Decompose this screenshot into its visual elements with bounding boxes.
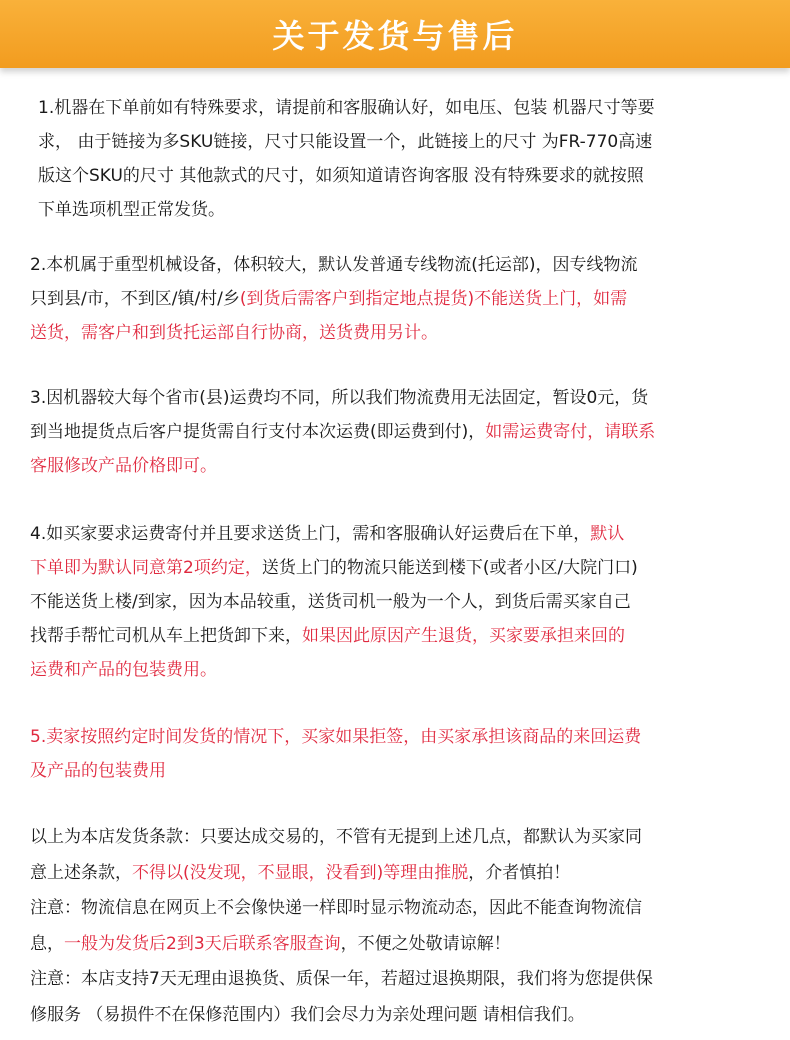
text-line: 以上为本店发货条款：只要达成交易的，不管有无提到上述几点，都默认为买家同 — [30, 827, 642, 847]
shipping-terms-notes — [30, 820, 766, 1034]
paragraph-4 — [30, 517, 766, 687]
highlight-text: 运费和产品的包装费用。 — [30, 660, 217, 680]
text-line: 1.机器在下单前如有特殊要求，请提前和客服确认好，如电压、包装 机器尺寸等要 — [38, 98, 655, 118]
highlight-text: 默认 — [590, 524, 625, 544]
text-line — [30, 282, 766, 316]
text-span: 送货上门的物流只能送到楼下(或者小区/大院门口) — [261, 558, 638, 578]
text-line — [30, 415, 766, 449]
text-line: 注意：物流信息在网页上不会像快递一样即时显示物流动态，因此不能查询物流信 — [30, 898, 642, 919]
paragraph-2 — [30, 248, 766, 350]
highlight-text: (到货后需客户到指定地点提货)不能送货上门，如需 — [239, 289, 628, 309]
text-span: 意上述条款， — [30, 862, 132, 883]
text-line: 求， 由于链接为多SKU链接，尺寸只能设置一个，此链接上的尺寸 为FR-770高速 — [38, 132, 653, 152]
text-line — [30, 551, 766, 585]
text-span: 找帮手帮忙司机从车上把货卸下来， — [30, 626, 302, 646]
highlight-text: 客服修改产品价格即可。 — [30, 456, 217, 476]
text-line: 注意：本店支持7天无理由退换货、质保一年，若超过退换期限，我们将为您提供保 — [30, 969, 653, 990]
highlight-text: 不得以(没发现，不显眼，没看到)等理由推脱 — [132, 862, 469, 883]
text-line: 修服务 （易损件不在保修范围内）我们会尽力为亲处理问题 请相信我们。 — [30, 1004, 585, 1025]
text-line — [30, 856, 766, 892]
highlight-text: 送货，需客户和到货托运部自行协商，送货费用另计。 — [30, 323, 438, 343]
text-span: ，介者慎拍！ — [468, 862, 571, 883]
text-line: 3.因机器较大每个省市(县)运费均不同，所以我们物流费用无法固定，暂设0元，货 — [30, 388, 649, 408]
text-span: 只到县/市，不到区/镇/村/乡 — [30, 289, 240, 309]
highlight-text: 5.卖家按照约定时间发货的情况下，买家如果拒签，由买家承担该商品的来回运费 — [30, 727, 642, 747]
highlight-text: 如需运费寄付，请联系 — [485, 422, 656, 442]
highlight-text: 一般为发货后2到3天后联系客服查询 — [64, 933, 341, 954]
text-line: 版这个SKU的尺寸 其他款式的尺寸，如须知道请咨询客服 没有特殊要求的就按照 — [38, 166, 644, 186]
text-line: 下单选项机型正常发货。 — [38, 200, 225, 220]
paragraph-3 — [30, 381, 766, 483]
text-line: 2.本机属于重型机械设备，体积较大，默认发普通专线物流(托运部)，因专线物流 — [30, 255, 638, 275]
highlight-text: 下单即为默认同意第2项约定， — [30, 558, 262, 578]
highlight-text: 及产品的包装费用 — [30, 761, 166, 781]
paragraph-1 — [38, 91, 774, 227]
highlight-text: 如果因此原因产生退货，买家要承担来回的 — [302, 626, 625, 646]
text-span: 息， — [30, 933, 64, 954]
page-title: 关于发货与售后 — [272, 17, 518, 55]
text-span: 到当地提货点后客户提货需自行支付本次运费(即运费到付)， — [30, 422, 486, 442]
text-line — [30, 927, 766, 963]
text-line — [30, 517, 766, 551]
text-line — [30, 619, 766, 653]
text-span: ，不便之处敬请谅解！ — [340, 933, 511, 954]
paragraph-5 — [30, 720, 766, 788]
text-line: 不能送货上楼/到家，因为本品较重，送货司机一般为一个人，到货后需买家自己 — [30, 592, 631, 612]
text-span: 4.如买家要求运费寄付并且要求送货上门，需和客服确认好运费后在下单， — [30, 524, 591, 544]
